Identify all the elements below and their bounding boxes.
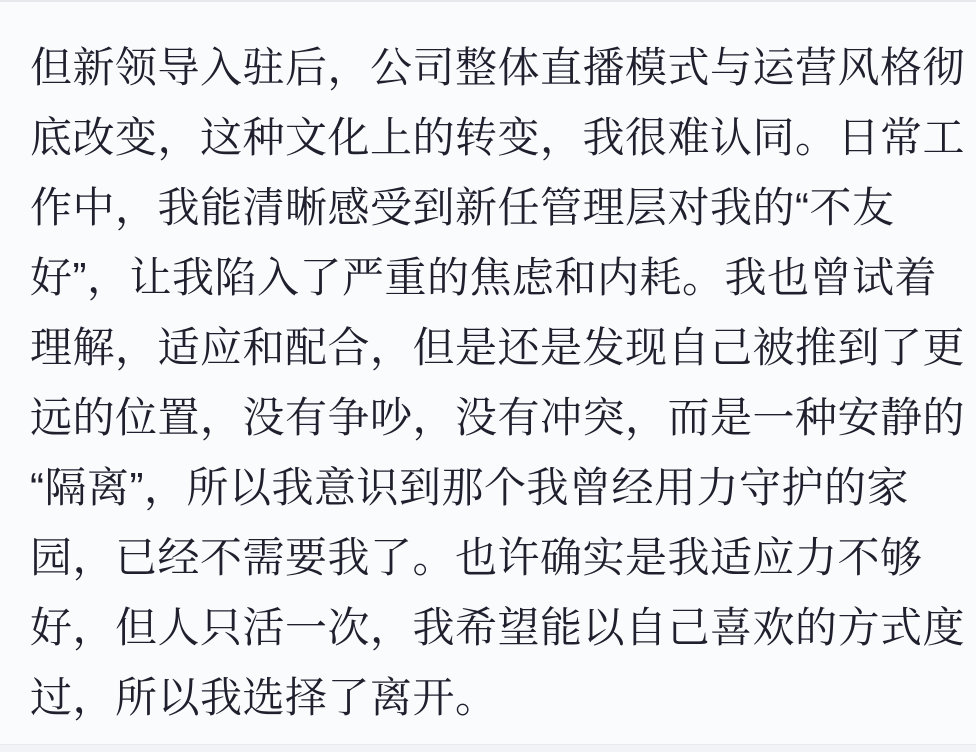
paragraph-line: 作中，我能清晰感受到新任管理层对我的“不友 [30,184,895,231]
paragraph-line: 底改变，这种文化上的转变，我很难认同。日常工 [30,114,966,161]
paragraph-line: 理解，适应和配合，但是还是发现自己被推到了更 [30,324,966,371]
paragraph-line: “隔离”，所以我意识到那个我曾经用力守护的家 [30,464,909,511]
paragraph-line: 远的位置，没有争吵，没有冲突，而是一种安静的 [30,394,966,441]
paragraph-line: 过，所以我选择了离开。 [30,674,498,721]
paragraph-line: 好”，让我陷入了严重的焦虑和内耗。我也曾试着 [30,254,937,301]
paragraph-line: 好，但人只活一次，我希望能以自己喜欢的方式度 [30,604,966,651]
text-paragraph [30,33,966,733]
paragraph-line: 但新领导入驻后，公司整体直播模式与运营风格彻 [30,44,966,91]
top-edge-divider [0,0,976,2]
bottom-edge-divider [0,744,976,752]
paragraph-line: 园，已经不需要我了。也许确实是我适应力不够 [30,534,923,581]
